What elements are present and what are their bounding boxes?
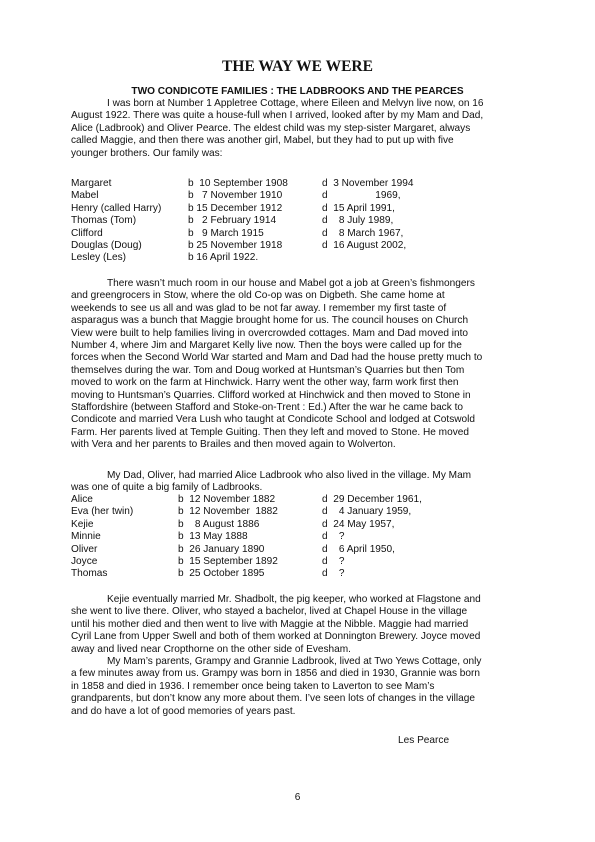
text-line: Kejie eventually married Mr. Shadbolt, the pig keeper, who worked at Flagstone and	[107, 594, 481, 605]
birth-date: b 10 September 1908	[188, 178, 288, 189]
author-signature: Les Pearce	[398, 735, 450, 746]
paragraph-siblings	[71, 594, 530, 656]
death-date: d 6 April 1950,	[322, 543, 395, 555]
text-line: was one of quite a big family of Ladbrooks.	[71, 482, 263, 494]
text-line: forces when the Second World War started and Mam and Dad had the house pretty much to	[71, 352, 483, 364]
death-date: d 29 December 1961,	[322, 494, 422, 505]
page-number: 6	[294, 792, 301, 803]
paragraph-household	[71, 278, 530, 451]
text-line: themselves during the war. Tom and Doug worked at Huntsman’s Quarries but then Tom	[71, 364, 465, 376]
family-name: Douglas (Doug)	[71, 239, 142, 251]
family-name: Oliver	[71, 543, 98, 555]
birth-date: b 15 December 1912	[188, 202, 283, 214]
death-date: d 1969,	[322, 190, 401, 202]
family-name: Minnie	[71, 531, 101, 543]
text-line: asparagus was a bunch that Maggie brought home for us. The council houses on Church	[71, 315, 469, 327]
birth-date: b 26 January 1890	[178, 543, 265, 555]
death-date: d 15 April 1991,	[322, 202, 395, 214]
family-name: Alice	[71, 494, 93, 505]
death-date: d ?	[322, 568, 345, 580]
text-line: moving to Huntsman’s Quarries. Clifford worked at Hinchwick and then moved to Stone in	[71, 389, 471, 401]
family-name: Joyce	[71, 555, 98, 567]
family-name: Eva (her twin)	[71, 506, 134, 518]
text-line: until his mother died and then went to live with Maggie at the Nibble. Maggie had married	[71, 618, 469, 630]
text-line: and do have a lot of good memories of years past.	[71, 705, 296, 717]
text-line: I was born at Number 1 Appletree Cottage, where Eileen and Melvyn live now, on 16	[107, 98, 484, 109]
family-name: Margaret	[71, 178, 112, 189]
birth-date: b 15 September 1892	[178, 555, 278, 567]
death-date: d 24 May 1957,	[322, 518, 395, 530]
birth-date: b 13 May 1888	[178, 531, 248, 543]
birth-date: b 12 November 1882	[178, 494, 276, 505]
text-line: weekends to see us all and was glad to be not far away. I remember my first taste of	[71, 302, 447, 314]
family-name: Thomas	[71, 568, 108, 580]
birth-date: b 7 November 1910	[188, 190, 283, 202]
family-name: Lesley (Les)	[71, 252, 126, 264]
paragraph-grandparents	[71, 656, 530, 718]
text-line: Condicote and married Vera Lush who taught at Condicote School and lodged at Cotswold	[71, 414, 476, 426]
text-line: and greengrocers in Stow, where the old Co-op was on Digbeth. She came home at	[71, 290, 445, 302]
text-line: My Dad, Oliver, had married Alice Ladbrook who also lived in the village. My Mam	[107, 470, 472, 481]
text-line: away and lived near Cropthorne on the other side of Evesham.	[71, 643, 351, 655]
text-line: My Mam’s parents, Grampy and Grannie Ladbrook, lived at Two Yews Cottage, only	[107, 656, 482, 667]
death-date: d ?	[322, 531, 345, 543]
death-date: d 8 March 1967,	[322, 227, 404, 239]
family-name: Clifford	[71, 227, 103, 239]
death-date: d 3 November 1994	[322, 178, 414, 189]
birth-date: b 2 February 1914	[188, 215, 277, 227]
text-line: grandparents, but don’t know any more about them. I’ve seen lots of changes in the village	[71, 693, 475, 705]
death-date: d 8 July 1989,	[322, 215, 394, 227]
text-line: a few minutes away from us. Grampy was born in 1856 and died in 1930, Grannie was born	[71, 668, 481, 680]
text-line: with Vera and her parents to Brailes and then moved again to Wolverton.	[71, 439, 396, 451]
text-line: she went to live there. Oliver, who stayed a bachelor, lived at Chapel House in the village	[71, 606, 468, 618]
text-line: Staffordshire (between Stafford and Stoke-on-Trent : Ed.) After the war he came back to	[71, 401, 463, 413]
text-line: Alice (Ladbrook) and Oliver Pearce. The eldest child was my step-sister Margaret, always	[71, 122, 471, 134]
birth-date: b 9 March 1915	[188, 227, 264, 239]
text-line: moved to work on the farm at Hinchwick. Harry went the other way, farm work first then	[71, 377, 459, 389]
family-name: Thomas (Tom)	[71, 215, 137, 227]
page-title: THE WAY WE WERE	[222, 58, 373, 75]
text-line: called Maggie, and then there was another girl, Mabel, but they had to put up with five	[71, 135, 454, 147]
text-line: View were built to help families living in overcrowded cottages. Mam and Dad moved into	[71, 327, 469, 339]
text-line: Farm. Her parents lived at Temple Guiting. Then they left and moved to Stone. He moved	[71, 426, 469, 438]
text-line: There wasn’t much room in our house and Mabel got a job at Green’s fishmongers	[107, 278, 475, 289]
birth-date: b 12 November 1882	[178, 506, 278, 518]
death-date: d 16 August 2002,	[322, 239, 407, 251]
family-name: Kejie	[71, 518, 94, 530]
text-line: in 1858 and died in 1936. I remember once being taken to Laverton to see Mam’s	[71, 680, 435, 692]
birth-date: b 25 November 1918	[188, 239, 283, 251]
death-date: d 4 January 1959,	[322, 506, 412, 518]
paragraph-ladbrooks	[71, 470, 530, 495]
paragraph-intro	[71, 98, 530, 160]
family-name: Henry (called Harry)	[71, 202, 162, 214]
birth-date: b 8 August 1886	[178, 518, 260, 530]
family-name: Mabel	[71, 190, 99, 202]
birth-date: b 16 April 1922.	[188, 252, 259, 264]
text-line: Cyril Lane from Upper Swell and both of them worked at Donnington Brewery. Joyce moved	[71, 631, 481, 643]
text-line: Number 4, where Jim and Margaret Kelly live now. Then the boys were called up for the	[71, 339, 462, 351]
text-line: August 1922. There was quite a house-full when I arrived, looked after by my Mam and Dad,	[71, 110, 484, 122]
text-line: younger brothers. Our family was:	[71, 147, 223, 159]
article-subtitle: TWO CONDICOTE FAMILIES : THE LADBROOKS AND THE PEARCES	[131, 86, 464, 97]
birth-date: b 25 October 1895	[178, 568, 265, 580]
death-date: d ?	[322, 555, 345, 567]
